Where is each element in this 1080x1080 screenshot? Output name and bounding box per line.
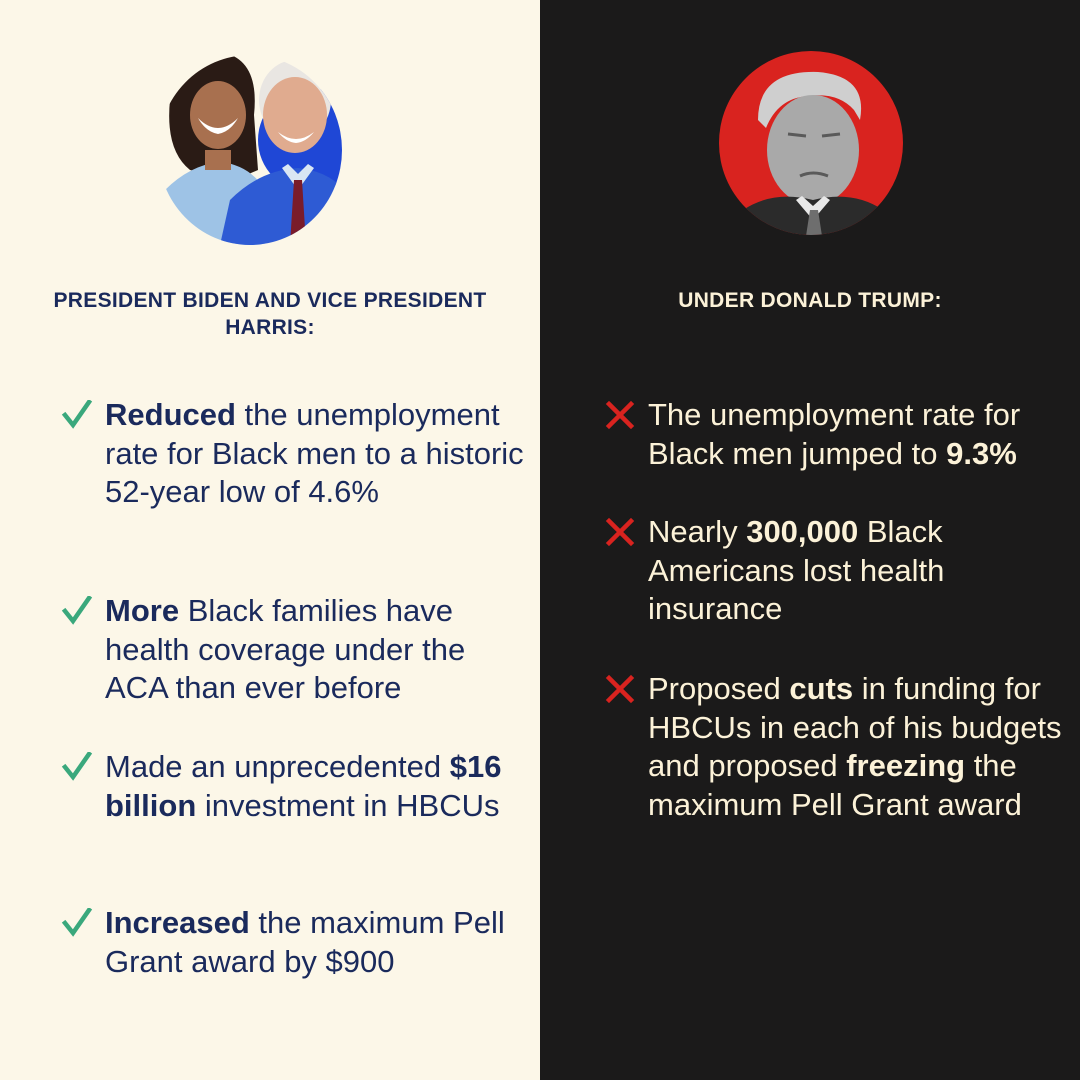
cross-icon <box>604 674 636 704</box>
right-panel <box>540 0 1080 1080</box>
right-heading: UNDER DONALD TRUMP: <box>678 289 942 312</box>
list-item: More Black families have health coverage under the ACA than ever before <box>105 592 525 708</box>
biden-harris-photo <box>150 40 350 245</box>
list-item: Reduced the unemployment rate for Black men to a historic 52-year low of 4.6% <box>105 396 525 512</box>
trump-photo <box>718 50 904 236</box>
cross-icon <box>604 400 636 430</box>
list-item: The unemployment rate for Black men jumped to 9.3% <box>648 396 1068 473</box>
checkmark-icon <box>61 596 93 626</box>
cross-icon <box>604 517 636 547</box>
checkmark-icon <box>61 400 93 430</box>
checkmark-icon <box>61 908 93 938</box>
checkmark-icon <box>61 752 93 782</box>
list-item: Increased the maximum Pell Grant award by $900 <box>105 904 525 981</box>
list-item: Made an unprecedented $16 billion investment in HBCUs <box>105 748 525 825</box>
list-item: Proposed cuts in funding for HBCUs in each of his budgets and proposed freezing the maximum Pell Grant award <box>648 670 1068 824</box>
list-item: Nearly 300,000 Black Americans lost health insurance <box>648 513 1068 629</box>
left-heading: PRESIDENT BIDEN AND VICE PRESIDENT HARRIS: <box>53 289 487 339</box>
